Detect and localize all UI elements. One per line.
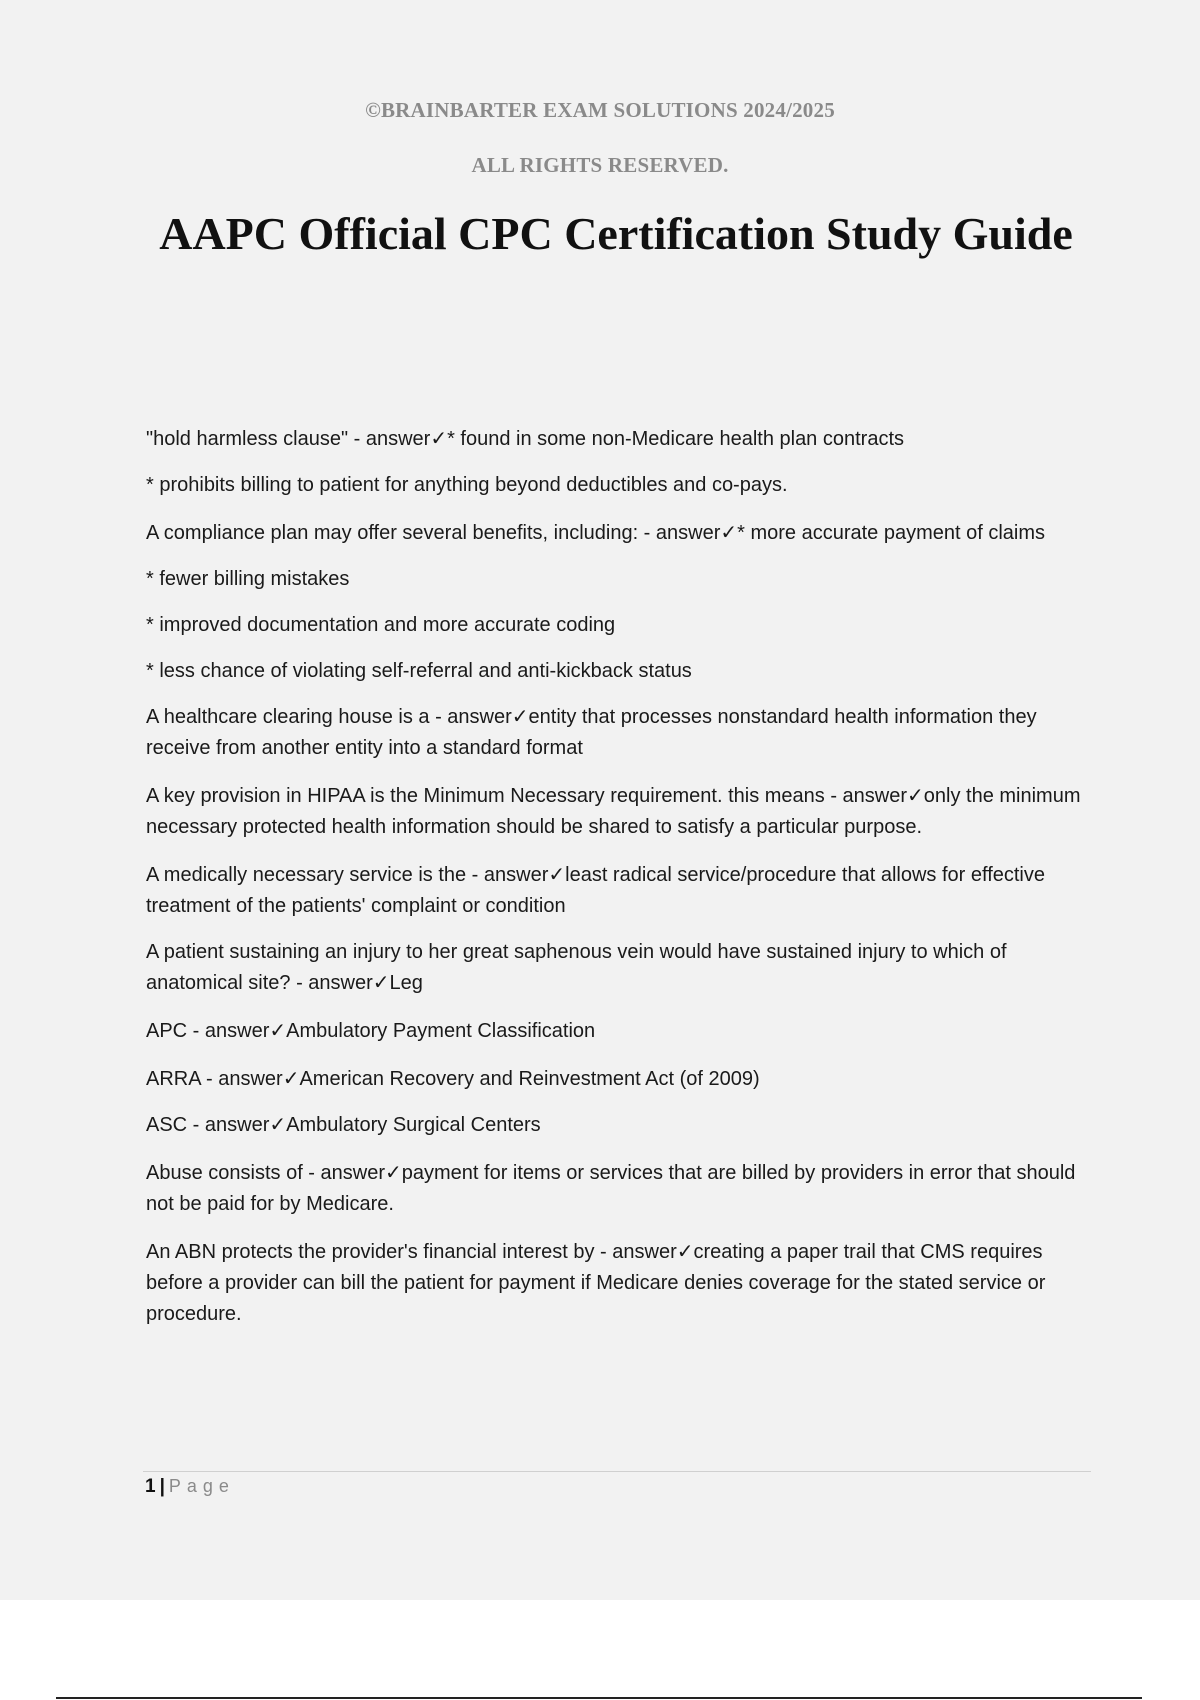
entry: An ABN protects the provider's financial interest by - answer✓creating a paper trail that CMS requires before a provider can bill the patient for payment if Medicare denies coverage for the stated service or procedure.: [146, 1241, 1046, 1325]
entry: Abuse consists of - answer✓payment for items or services that are billed by providers in error that should not be paid for by Medicare.: [146, 1162, 1076, 1215]
page-number: 1: [145, 1476, 156, 1497]
entry: A medically necessary service is the - answer✓least radical service/procedure that allows for effective treatment of the patients' complaint or condition: [146, 864, 1045, 917]
entry: A key provision in HIPAA is the Minimum Necessary requirement. this means - answer✓only the minimum necessary protected health information should be shared to satisfy a particular purpose.: [146, 785, 1081, 838]
entry: * less chance of violating self-referral and anti-kickback status: [146, 660, 692, 682]
study-guide-entries: [146, 424, 1096, 1347]
entry: * prohibits billing to patient for anything beyond deductibles and co-pays.: [146, 474, 788, 496]
entry: ARRA - answer✓American Recovery and Reinvestment Act (of 2009): [146, 1068, 760, 1090]
watermark-rights: ALL RIGHTS RESERVED.: [471, 153, 729, 177]
document-title: AAPC Official CPC Certification Study Guide: [159, 208, 1073, 259]
entry: ASC - answer✓Ambulatory Surgical Centers: [146, 1114, 541, 1136]
bottom-divider: [56, 1697, 1142, 1699]
footer-separator: |: [159, 1476, 165, 1497]
entry: * fewer billing mistakes: [146, 568, 350, 590]
entry: A patient sustaining an injury to her great saphenous vein would have sustained injury to which of anatomical site? - answer✓Leg: [146, 941, 1007, 994]
entry: "hold harmless clause" - answer✓* found in some non-Medicare health plan contracts: [146, 428, 905, 450]
entry: * improved documentation and more accurate coding: [146, 614, 616, 636]
watermark-copyright: ©BRAINBARTER EXAM SOLUTIONS 2024/2025: [365, 98, 835, 122]
footer-divider: [143, 1471, 1091, 1472]
entry: A healthcare clearing house is a - answer✓entity that processes nonstandard health information they receive from another entity into a standard format: [146, 706, 1037, 759]
entry: A compliance plan may offer several benefits, including: - answer✓* more accurate payment of claims: [146, 522, 1046, 544]
page-footer: [145, 1476, 235, 1498]
entry: APC - answer✓Ambulatory Payment Classification: [146, 1020, 596, 1042]
page-label: Page: [168, 1476, 235, 1496]
